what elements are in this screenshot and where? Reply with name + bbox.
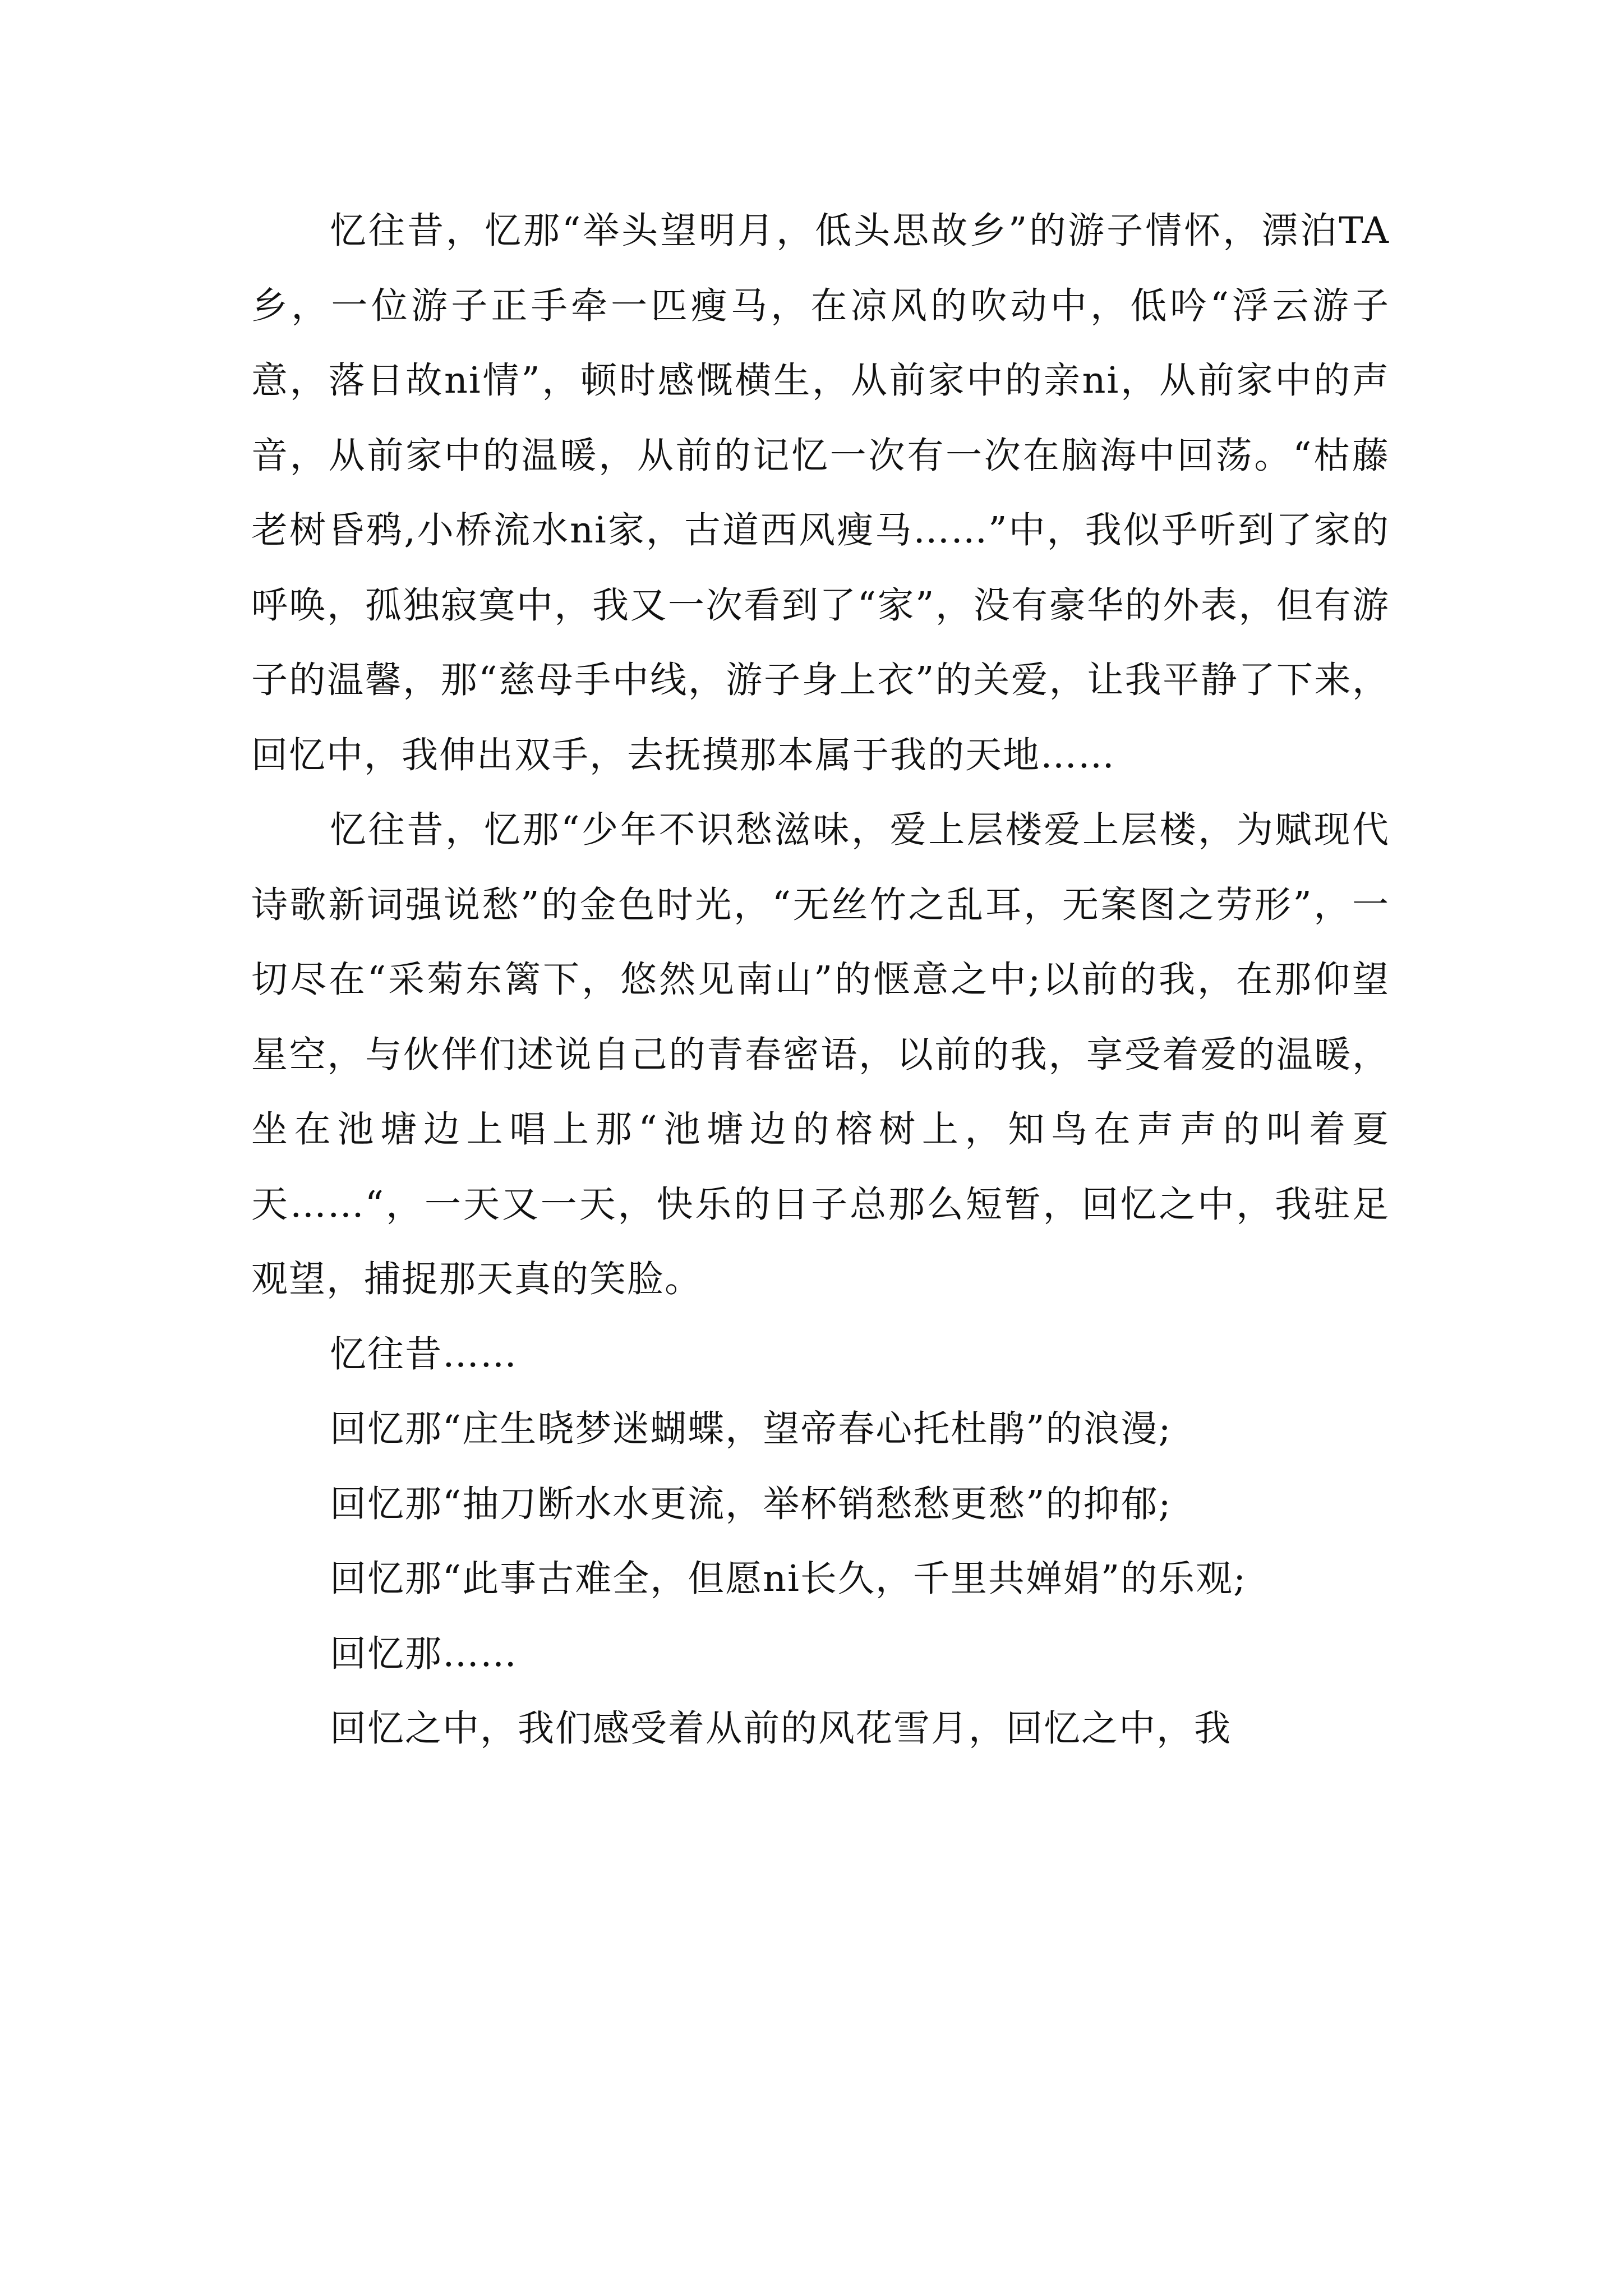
- paragraph-5: 回忆那“抽刀断水水更流，举杯销愁愁更愁”的抑郁;: [330, 1483, 1172, 1525]
- paragraph-6: 回忆那“此事古难全，但愿ni长久，千里共婵娟”的乐观;: [330, 1558, 1247, 1600]
- paragraph-1: 忆往昔，忆那“举头望明月，低头思故乡”的游子情怀，漂泊TA乡，一位游子正手牵一匹瘦马，在凉风的吹动中，低吟“浮云游子意，落日故ni情”，顿时感慨横生，从前家中的亲ni，从前家中的声音，从前家中的温暖，从前的记忆一次有一次在脑海中回荡。“枯藤老树昏鸦,小桥流水ni家，古道西风瘦马……”中，我似乎听到了家的呼唤，孤独寂寞中，我又一次看到了“家”，没有豪华的外表，但有游子的温馨，那“慈母手中线，游子身上衣”的关爱，让我平静了下来，回忆中，我伸出双手，去抚摸那本属于我的天地……: [251, 210, 1390, 776]
- paragraph-8: 回忆之中，我们感受着从前的风花雪月，回忆之中，我: [330, 1708, 1232, 1750]
- document-body: [251, 194, 1390, 1766]
- paragraph-3: 忆往昔……: [330, 1333, 518, 1375]
- paragraph-4: 回忆那“庄生晓梦迷蝴蝶，望帝春心托杜鹃”的浪漫;: [330, 1408, 1172, 1450]
- paragraph-7: 回忆那……: [330, 1632, 518, 1675]
- paragraph-2: 忆往昔，忆那“少年不识愁滋味，爱上层楼爱上层楼，为赋现代诗歌新词强说愁”的金色时光，“无丝竹之乱耳，无案图之劳形”，一切尽在“采菊东篱下，悠然见南山”的惬意之中;以前的我，在那仰望星空，与伙伴们述说自己的青春密语，以前的我，享受着爱的温暖，坐在池塘边上唱上那“池塘边的榕树上，知鸟在声声的叫着夏天……“，一天又一天，快乐的日子总那么短暂，回忆之中，我驻足观望，捕捉那天真的笑脸。: [251, 809, 1390, 1300]
